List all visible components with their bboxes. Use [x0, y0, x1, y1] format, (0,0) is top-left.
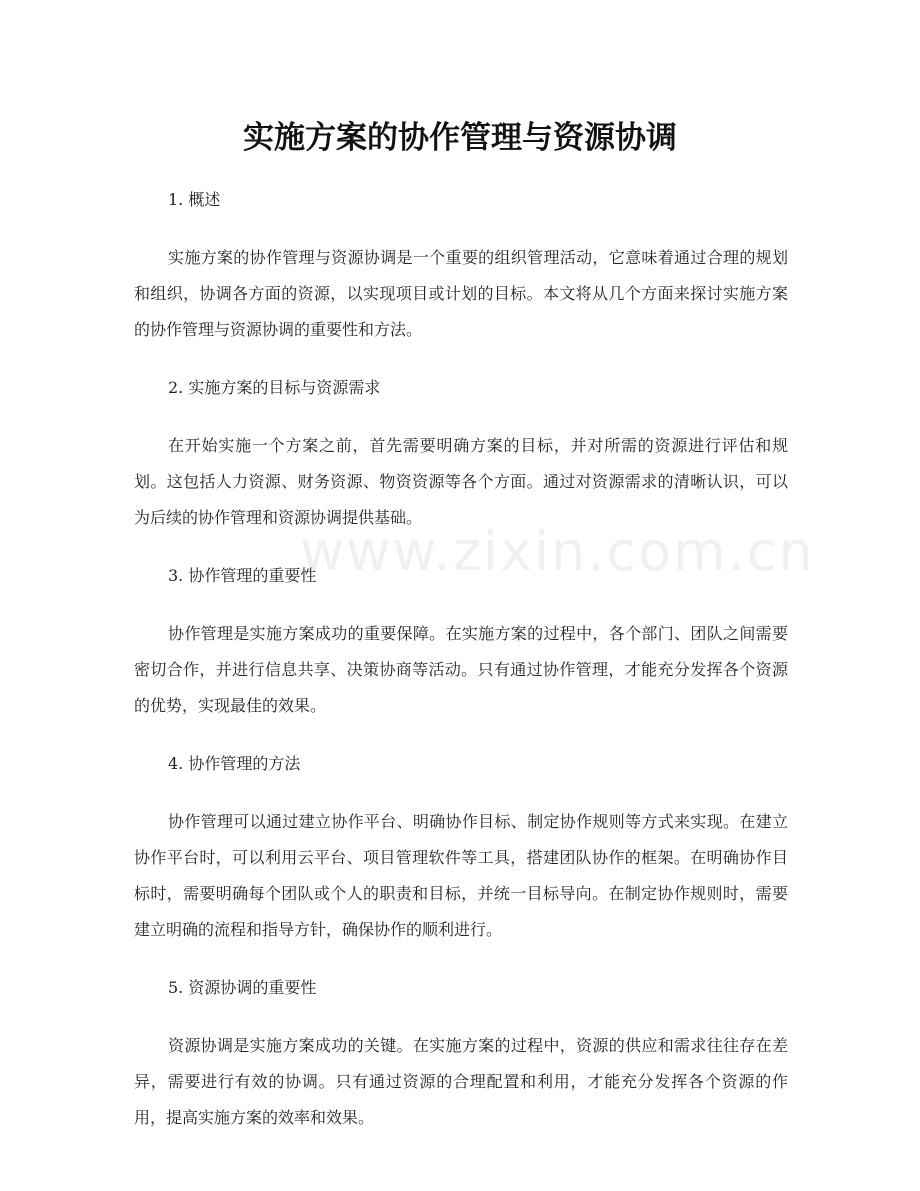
section-paragraph-3: 协作管理是实施方案成功的重要保障。在实施方案的过程中，各个部门、团队之间需要密切合作，并进行信息共享、决策协商等活动。只有通过协作管理，才能充分发挥各个资源的优势，实现最佳的效果。: [134, 624, 788, 715]
section-heading-3: 3. 协作管理的重要性: [168, 566, 317, 585]
section-heading-5: 5. 资源协调的重要性: [168, 978, 317, 997]
section-paragraph-5: 资源协调是实施方案成功的关键。在实施方案的过程中，资源的供应和需求往往存在差异，需要进行有效的协调。只有通过资源的合理配置和利用，才能充分发挥各个资源的作用，提高实施方案的效率和效果。: [134, 1036, 788, 1127]
document-title: 实施方案的协作管理与资源协调: [243, 120, 677, 156]
section-paragraph-4: 协作管理可以通过建立协作平台、明确协作目标、制定协作规则等方式来实现。在建立协作平台时，可以利用云平台、项目管理软件等工具，搭建团队协作的框架。在明确协作目标时，需要明确每个团队或个人的职责和目标，并统一目标导向。在制定协作规则时，需要建立明确的流程和指导方针，确保协作的顺利进行。: [134, 812, 788, 939]
document-body: [134, 184, 815, 1160]
watermark: www.zixin.com.cn: [300, 520, 815, 583]
section-heading-4: 4. 协作管理的方法: [168, 754, 301, 773]
section-paragraph-2: 在开始实施一个方案之前，首先需要明确方案的目标，并对所需的资源进行评估和规划。这包括人力资源、财务资源、物资资源等各个方面。通过对资源需求的清晰认识，可以为后续的协作管理和资源协调提供基础。: [134, 436, 788, 527]
section-heading-2: 2. 实施方案的目标与资源需求: [168, 378, 381, 397]
section-heading-1: 1. 概述: [168, 190, 221, 209]
section-paragraph-1: 实施方案的协作管理与资源协调是一个重要的组织管理活动，它意味着通过合理的规划和组织，协调各方面的资源，以实现项目或计划的目标。本文将从几个方面来探讨实施方案的协作管理与资源协调的重要性和方法。: [134, 248, 788, 339]
